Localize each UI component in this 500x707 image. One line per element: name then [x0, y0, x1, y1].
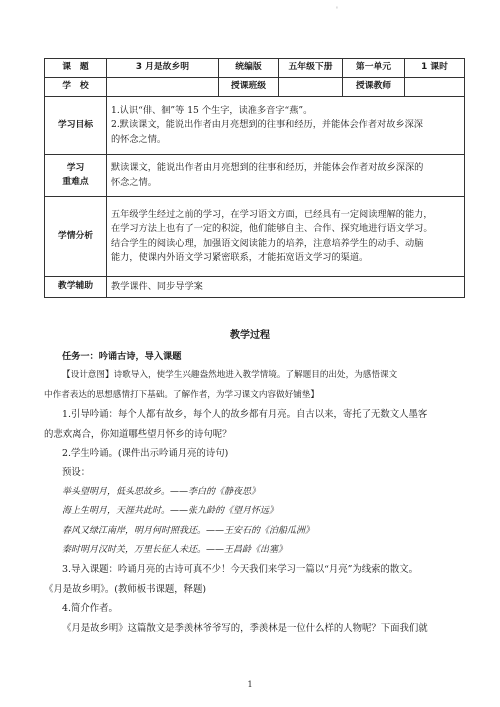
analysis-line: 五年级学生经过之前的学习，在学习语文方面，已经具有一定阅读理解的能力，: [111, 209, 433, 220]
table-row: [45, 97, 465, 155]
edition: 统编版: [219, 59, 279, 78]
key-points-label: [45, 155, 107, 197]
table-row: [45, 59, 465, 78]
class-label: 授课班级: [219, 78, 279, 97]
page-number: 1: [247, 680, 253, 689]
goals-content: [107, 97, 465, 155]
poem-line: 秦时明月汉时关，万里长征人未还。——王昌龄《出塞》: [62, 545, 288, 556]
lesson-info-table: [44, 58, 465, 298]
unit: 第一单元: [343, 59, 405, 78]
table-row: [45, 197, 465, 277]
school-label: 学 校: [45, 78, 107, 97]
process-title: 教学过程: [230, 330, 270, 341]
analysis-line: 在学习方法上也有了一定的积淀，他们能够自主、合作、探究地进行语文学习。: [111, 223, 433, 235]
poem-line: 海上生明月，天涯共此时。——张九龄的《望月怀远》: [62, 506, 279, 517]
aid-label: 教学辅助: [45, 277, 107, 298]
teacher-value: [405, 78, 465, 97]
step-4: 4.简介作者。: [62, 603, 118, 615]
key-label-2: 重难点: [62, 176, 89, 187]
key-line: 默读课文，能说出作者由月亮想到的往事和经历，并能体会作者对故乡深深的: [111, 162, 424, 174]
step-2: 2.学生吟诵。(课件出示吟诵月亮的诗句): [62, 448, 229, 460]
lesson-title: 3 月是故乡明: [107, 59, 219, 78]
step-1-line: 的悲欢离合，你知道哪些望月怀乡的诗句呢？: [44, 428, 232, 440]
step-1-line: 1.引导吟诵：每个人都有故乡，每个人的故乡都有月亮。自古以来，寄托了无数文人墨客: [62, 409, 428, 421]
table-row: [45, 78, 465, 97]
step-5-line: 《月是故乡明》这篇散文是季羡林爷爷写的，季羡林是一位什么样的人物呢？下面我们就: [62, 622, 428, 634]
design-intent-line: 【设计意图】诗歌导入，使学生兴趣盎然地进入教学情境。了解题目的出处，为感悟课文: [62, 370, 398, 381]
class-value: [279, 78, 343, 97]
table-row: [45, 155, 465, 197]
aid-content: 教学课件、同步导学案: [107, 277, 465, 298]
design-intent-line: 中作者表达的思想感情打下基础。了解作者，为学习课文内容做好铺垫】: [44, 389, 320, 400]
analysis-label: 学情分析: [45, 197, 107, 277]
topic-label: 课 题: [45, 59, 107, 78]
goal-line: 1.认识“俳、徊”等 15 个生字，读准多音字“燕”。: [111, 105, 313, 117]
analysis-content: [107, 197, 465, 277]
table-row: [45, 277, 465, 298]
analysis-line: 结合学生的阅读心理，加强语文阅读能力的培养，注意培养学生的动手、动脑: [111, 237, 424, 249]
analysis-line: 能力，使课内外语文学习紧密联系，才能拓宽语文学习的渠道。: [111, 251, 369, 263]
preset-label: 预设：: [62, 467, 91, 479]
goals-label: 学习目标: [45, 97, 107, 155]
hours: 1 课时: [405, 59, 465, 78]
poem-line: 春风又绿江南岸，明月何时照我还。——王安石的《泊船瓜洲》: [62, 525, 315, 536]
page-mark: ': [336, 6, 338, 14]
school-value: [107, 78, 219, 97]
key-label-1: 学习: [66, 162, 85, 173]
poem-line: 举头望明月，低头思故乡。——李白的《静夜思》: [62, 486, 261, 497]
process-content: [44, 347, 468, 638]
goal-line: 的怀念之情。: [111, 133, 167, 145]
key-points-content: [107, 155, 465, 197]
step-3-line: 《月是故乡明》。(教师板书课题，释题): [44, 583, 206, 595]
task-heading: 任务一：吟诵古诗，导入课题: [62, 351, 182, 362]
goal-line: 2.默读课文，能说出作者由月亮想到的往事和经历，并能体会作者对故乡深深: [111, 119, 423, 131]
teacher-label: 授课教师: [343, 78, 405, 97]
key-line: 怀念之情。: [111, 176, 157, 188]
step-3-line: 3.导入课题：吟诵月亮的古诗可真不少！今天我们来学习一篇以“月亮”为线索的散文。: [62, 564, 419, 576]
grade: 五年级下册: [279, 59, 343, 78]
